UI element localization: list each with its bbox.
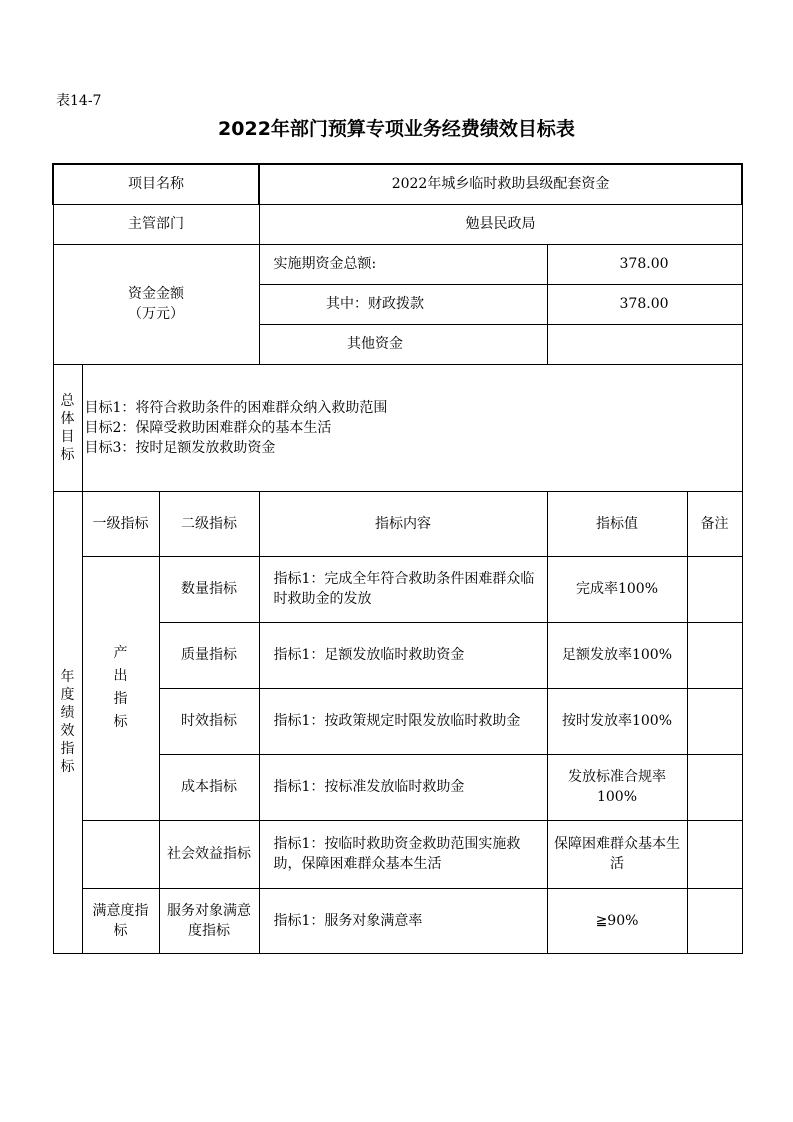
indicator-level2: 社会效益指标 [159,820,259,888]
annual-label-char: 年 [60,669,75,685]
total-funds-value: 378.00 [547,244,742,284]
performance-target-table [52,163,743,954]
indicator-note [687,556,742,622]
col-header-note: 备注 [687,491,742,556]
goals-label-char: 总 [60,392,75,409]
department-label: 主管部门 [53,204,259,244]
indicator-row [53,888,742,953]
indicator-level1 [82,820,159,888]
overall-goals-content [82,364,742,491]
annual-indicators-label [53,491,82,953]
indicator-header-row [53,491,742,556]
indicator-content: 指标1：服务对象满意率 [259,888,547,953]
indicator-row [53,556,742,622]
funds-label-line2: （万元） [128,306,184,322]
department-value: 勉县民政局 [259,204,742,244]
funds-amount-label [53,244,259,364]
output-label-char: 产 [113,645,128,661]
page-title: 2022年部门预算专项业务经费绩效目标表 [218,118,575,140]
annual-label-char: 度 [60,687,75,703]
fiscal-funds-value: 378.00 [547,284,742,324]
indicator-content: 指标1：按政策规定时限发放临时救助金 [259,688,547,754]
output-indicators-label [82,556,159,820]
indicator-level2: 质量指标 [159,622,259,688]
indicator-value: 按时发放率100% [547,688,687,754]
indicator-note [687,622,742,688]
project-name-row [53,164,742,204]
goal-item-1: 目标1：将符合救助条件的困难群众纳入救助范围 [84,399,388,416]
other-funds-value [547,324,742,364]
indicator-level1: 满意度指标 [82,888,159,953]
goal-item-2: 目标2：保障受救助困难群众的基本生活 [84,419,332,436]
indicator-value: 保障困难群众基本生活 [547,820,687,888]
funds-label-line1: 资金金额 [128,286,184,302]
indicator-content: 指标1：按标准发放临时救助金 [259,754,547,820]
department-row [53,204,742,244]
other-funds-label: 其他资金 [259,324,547,364]
annual-label-char: 绩 [60,705,75,721]
output-label-char: 指 [113,691,128,707]
indicator-value: ≧90% [547,888,687,953]
output-label-char: 标 [113,714,128,730]
col-header-content: 指标内容 [259,491,547,556]
indicator-value: 足额发放率100% [547,622,687,688]
indicator-note [687,820,742,888]
indicator-note [687,754,742,820]
total-funds-label: 实施期资金总额: [259,244,547,284]
col-header-level1: 一级指标 [82,491,159,556]
indicator-level2: 数量指标 [159,556,259,622]
indicator-content: 指标1：足额发放临时救助资金 [259,622,547,688]
overall-goals-label [53,364,82,491]
indicator-content: 指标1：完成全年符合救助条件困难群众临时救助金的发放 [259,556,547,622]
annual-label-char: 指 [60,741,75,757]
col-header-value: 指标值 [547,491,687,556]
indicator-level2: 成本指标 [159,754,259,820]
indicator-value: 完成率100% [547,556,687,622]
annual-label-char: 标 [60,759,75,775]
project-name-label: 项目名称 [53,164,259,204]
goals-label-char: 体 [60,410,75,427]
indicator-row [53,820,742,888]
indicator-note [687,888,742,953]
fiscal-funds-label: 其中：财政拨款 [259,284,547,324]
goals-label-char: 标 [60,446,75,463]
indicator-level2: 时效指标 [159,688,259,754]
indicator-level2: 服务对象满意度指标 [159,888,259,953]
indicator-note [687,688,742,754]
annual-label-char: 效 [60,723,75,739]
col-header-level2: 二级指标 [159,491,259,556]
project-name-value: 2022年城乡临时救助县级配套资金 [259,164,742,204]
goal-item-3: 目标3：按时足额发放救助资金 [84,439,276,456]
indicator-content: 指标1：按临时救助资金救助范围实施救助，保障困难群众基本生活 [259,820,547,888]
indicator-value: 发放标准合规率100% [547,754,687,820]
goals-label-char: 目 [60,428,75,445]
funds-total-row [53,244,742,284]
output-label-char: 出 [113,668,128,684]
overall-goals-row [53,364,742,491]
table-number: 表14-7 [56,93,102,109]
